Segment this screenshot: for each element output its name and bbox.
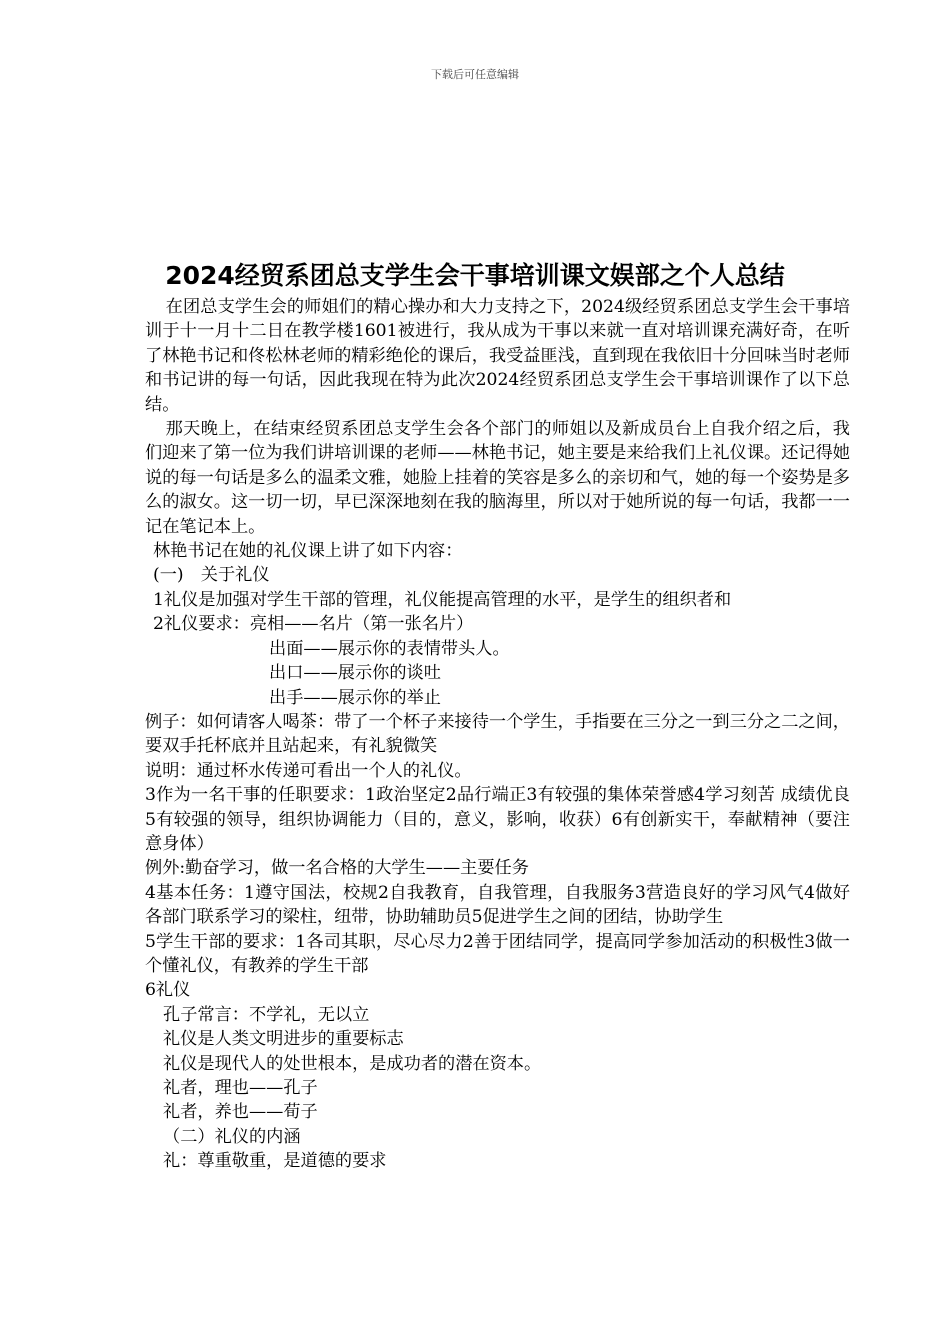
document-body — [145, 295, 850, 1174]
paragraph-intro: 在团总支学生会的师姐们的精心操办和大力支持之下，2024级经贸系团总支学生会干事培训于十一月十二日在教学楼1601被进行，我从成为干事以来就一直对培训课充满好奇，在听了林艳书记和佟松林老师的精彩绝伦的课后，我受益匪浅，直到现在我依旧十分回味当时老师和书记讲的每一句话，因此我现在特为此次2024经贸系团总支学生会干事培训课作了以下总结。 — [145, 297, 850, 415]
list-item: 1礼仪是加强对学生干部的管理，礼仪能提高管理的水平，是学生的组织者和 — [153, 589, 732, 610]
quote-line: 孔子常言：不学礼，无以立 — [163, 1004, 370, 1025]
quote-line: 礼仪是人类文明进步的重要标志 — [163, 1029, 404, 1050]
list-item: 6礼仪 — [145, 980, 191, 1001]
paragraph-evening: 那天晚上，在结束经贸系团总支学生会各个部门的师姐以及新成员台上自我介绍之后，我们迎来了第一位为我们讲培训课的老师——林艳书记，她主要是来给我们上礼仪课。还记得她说的每一句话是多么的温柔文雅，她脸上挂着的笑容是多么的亲切和气，她的每一个姿势是多么的淑女。这一切一切，早已深深地刻在我的脑海里，所以对于她所说的每一句话，我都一一记在笔记本上。 — [145, 419, 850, 537]
paragraph-definition: 礼：尊重敬重，是道德的要求 — [163, 1151, 387, 1172]
quote-line: 礼者，养也——荀子 — [163, 1102, 318, 1123]
document-title: 2024经贸系团总支学生会干事培训课文娱部之个人总结 — [165, 261, 785, 290]
list-item: 3作为一名干事的任职要求：1政治坚定2品行端正3有较强的集体荣誉感4学习刻苦 成绩优良5有较强的领导，组织协调能力（目的，意义，影响，收获）6有创新实干，奉献精神（要注意身体） — [145, 785, 850, 854]
paragraph-note: 例外:勤奋学习，做一名合格的大学生——主要任务 — [145, 858, 529, 879]
section-heading-1: (一) 关于礼仪 — [153, 565, 270, 586]
paragraph-content-intro: 林艳书记在她的礼仪课上讲了如下内容： — [153, 541, 463, 562]
paragraph-example: 例子：如何请客人喝茶：带了一个杯子来接待一个学生，手指要在三分之一到三分之二之间，要双手托杯底并且站起来，有礼貌微笑 — [145, 711, 850, 757]
list-item: 2礼仪要求：亮相——名片（第一张名片） — [153, 614, 474, 635]
quote-line: 礼者，理也——孔子 — [163, 1078, 318, 1098]
list-subitem: 出手——展示你的举止 — [269, 687, 441, 708]
list-item: 5学生干部的要求：1各司其职，尽心尽力2善于团结同学，提高同学参加活动的积极性3做一个懂礼仪，有教养的学生干部 — [145, 931, 850, 976]
section-heading-2: （二）礼仪的内涵 — [163, 1126, 301, 1147]
header-note: 下载后可任意编辑 — [431, 68, 519, 81]
list-subitem: 出面——展示你的表情带头人。 — [269, 638, 510, 659]
paragraph-explanation: 说明：通过杯水传递可看出一个人的礼仪。 — [145, 760, 472, 781]
quote-line: 礼仪是现代人的处世根本，是成功者的潜在资本。 — [163, 1053, 542, 1074]
list-subitem: 出口——展示你的谈吐 — [269, 663, 441, 684]
list-item: 4基本任务：1遵守国法，校规2自我教育，自我管理，自我服务3营造良好的学习风气4做好各部门联系学习的梁柱，纽带，协助辅助员5促进学生之间的团结，协助学生 — [145, 882, 850, 928]
